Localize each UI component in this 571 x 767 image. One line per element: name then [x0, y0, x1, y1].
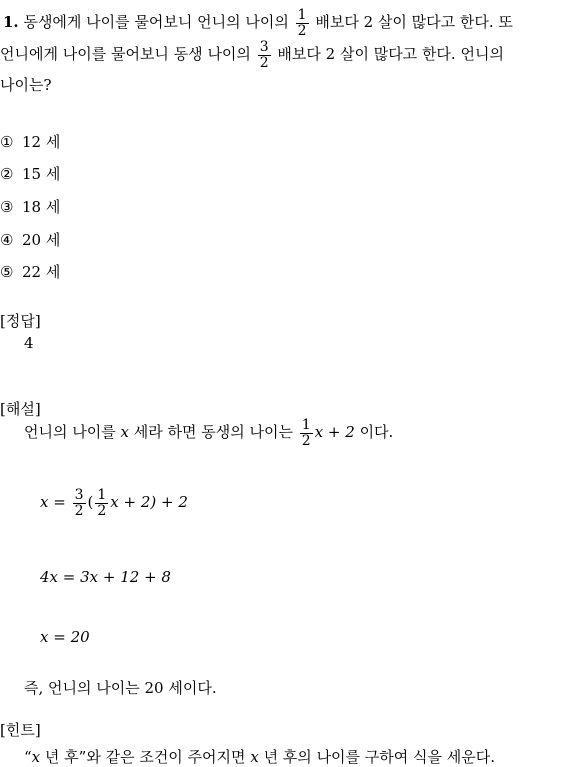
fraction-one-half: [95, 488, 108, 518]
fraction-three-halves: [73, 488, 86, 518]
fraction-denominator: 2: [97, 502, 107, 519]
fraction-denominator: 2: [301, 432, 311, 449]
question-line-2: [0, 40, 504, 70]
hint-label: [힌트]: [0, 721, 41, 739]
hint-text-c: 년 후의 나이를 구하여 식을 세운다.: [263, 748, 496, 766]
choice-mark: ②: [0, 165, 14, 183]
choice-text: 12 세: [22, 133, 61, 151]
equation-lhs: x =: [40, 493, 66, 512]
fraction-denominator: 2: [297, 22, 307, 39]
hint-text-b: 년 후”와 같은 조건이 주어지면: [40, 748, 246, 766]
answer-label: [정답]: [0, 312, 41, 330]
explanation-text-b: 세라 하면 동생의 나이는: [133, 423, 293, 442]
question-text-1b: 배보다 2 살이 많다고 한다. 또: [315, 13, 513, 32]
equation-2: 4x = 3x + 12 + 8: [40, 568, 171, 586]
explanation-text-a: 언니의 나이를: [24, 423, 116, 442]
explanation-label: [해설]: [0, 400, 41, 418]
fraction-numerator: 1: [297, 7, 307, 23]
explanation-text-d: 이다.: [359, 423, 394, 442]
choice-4[interactable]: [0, 229, 60, 250]
fraction-numerator: 3: [259, 39, 269, 55]
variable-x: x: [31, 748, 41, 766]
question-text-1a: 동생에게 나이를 물어보니 언니의 나이의: [23, 13, 289, 32]
fraction-denominator: 2: [74, 502, 84, 519]
choice-mark: ①: [0, 133, 14, 151]
fraction-numerator: 1: [301, 417, 311, 433]
choice-mark: ③: [0, 198, 14, 216]
variable-x: x: [120, 423, 129, 442]
explanation-intro: [24, 418, 393, 448]
fraction-one-half: [296, 8, 309, 38]
choice-text: 18 세: [22, 198, 61, 216]
question-text-2b: 배보다 2 살이 많다고 한다. 언니의: [277, 45, 504, 64]
variable-x: x: [250, 748, 259, 766]
expression: x + 2: [314, 423, 355, 442]
fraction-denominator: 2: [259, 54, 269, 71]
choice-text: 20 세: [22, 231, 61, 249]
choice-text: 15 세: [22, 165, 61, 183]
fraction-numerator: 1: [97, 487, 107, 503]
equation-rest: x + 2) + 2: [110, 493, 188, 512]
choice-text: 22 세: [22, 263, 61, 281]
question-text-2a: 언니에게 나이를 물어보니 동생 나이의: [0, 45, 251, 64]
fraction-three-halves: [258, 40, 271, 70]
hint-open-quote: “: [24, 748, 32, 766]
choice-1[interactable]: [0, 131, 60, 152]
choice-mark: ④: [0, 231, 14, 249]
choice-mark: ⑤: [0, 263, 14, 281]
answer-value: 4: [24, 334, 34, 352]
equation-3: x = 20: [40, 628, 90, 646]
paren-open: (: [87, 493, 94, 512]
question-line-3: 나이는?: [0, 76, 52, 94]
choice-2[interactable]: [0, 163, 60, 184]
question-line-1: [3, 8, 513, 38]
fraction-numerator: 3: [74, 487, 84, 503]
equation-1: [40, 488, 188, 518]
choice-3[interactable]: [0, 196, 60, 217]
choice-5[interactable]: [0, 261, 60, 282]
question-number: 1.: [3, 13, 19, 32]
fraction-one-half: [300, 418, 313, 448]
explanation-conclusion: 즉, 언니의 나이는 20 세이다.: [24, 679, 217, 697]
hint-text: [24, 746, 495, 767]
